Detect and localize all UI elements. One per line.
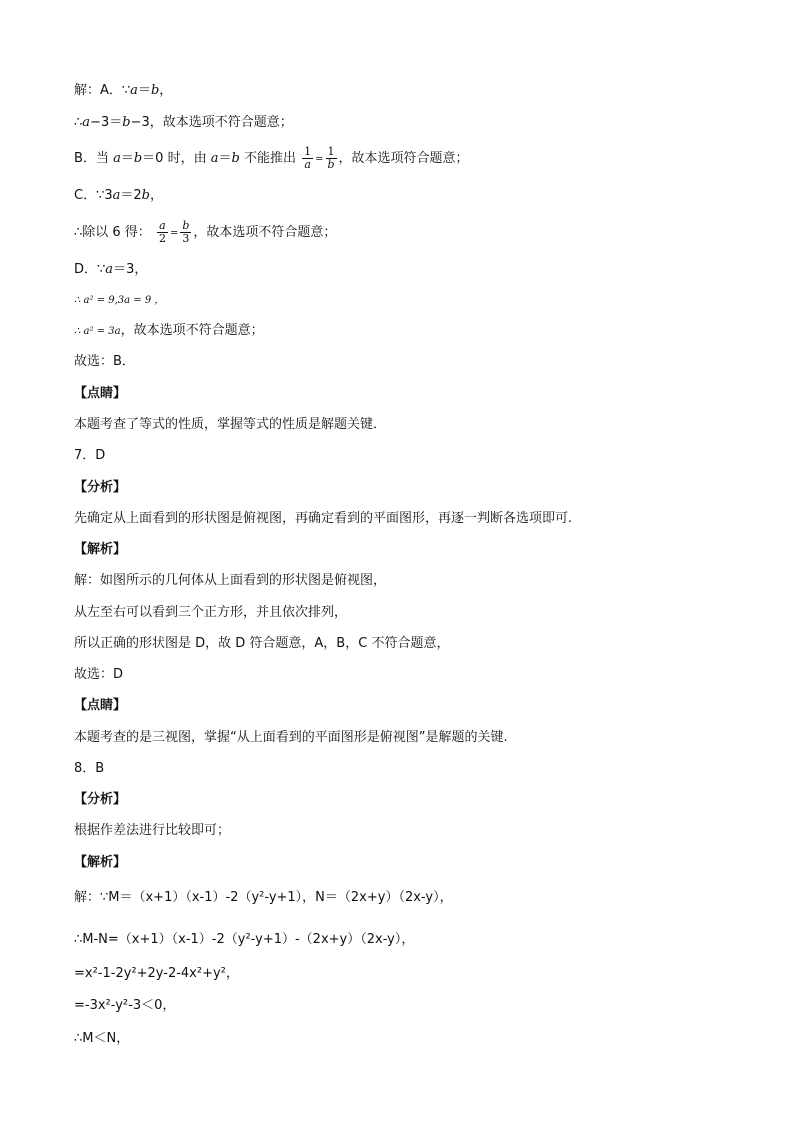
equation-line: ∴ a² = 3a，故本选项不符合题意； xyxy=(74,323,264,338)
text-line: 从左至右可以看到三个正方形，并且依次排列， xyxy=(74,605,348,620)
equation-line: =x²-1-2y²+2y-2-4x²+y²， xyxy=(74,966,239,981)
equation-line: ∴M-N=（x+1）（x-1）-2（y²-y+1）-（2x+y）（2x-y）， xyxy=(74,932,415,947)
text-line-with-fractions: ∴除以 6 得： $\frac{a}{2}$ = $\frac{b}{3}$ ，故本选项不符合题意； xyxy=(74,219,337,245)
text-line: 本题考查了等式的性质，掌握等式的性质是解题关键． xyxy=(74,417,387,432)
text-line: ∴a−3＝b−3，故本选项不符合题意； xyxy=(74,115,293,130)
text-line: 所以正确的形状图是 D，故 D 符合题意，A，B，C 不符合题意， xyxy=(74,636,450,651)
section-heading: 【分析】 xyxy=(74,792,127,807)
text-line: 故选：D xyxy=(74,667,124,682)
section-heading: 【点睛】 xyxy=(74,698,127,713)
text-line: 根据作差法进行比较即可； xyxy=(74,823,231,838)
text-line-with-fractions: B．当 a＝b＝0 时，由 a＝b 不能推出 $\frac{1}{a}$ = $\frac{1}{b}$ ，故本选项符合题意； xyxy=(74,145,469,171)
text-line: 解：A．∵a＝b， xyxy=(74,83,173,98)
text-line: 解：如图所示的几何体从上面看到的形状图是俯视图， xyxy=(74,573,387,588)
equation-line: 解：∵M＝（x+1）（x-1）-2（y²-y+1），N＝（2x+y）（2x-y）， xyxy=(74,890,453,905)
section-heading: 【分析】 xyxy=(74,480,127,495)
text-line: C．∵3a＝2b， xyxy=(74,188,164,203)
equation-line: ∴M＜N， xyxy=(74,1031,130,1046)
question-answer: 8．B xyxy=(74,761,105,776)
section-heading: 【解析】 xyxy=(74,855,127,870)
question-answer: 7．D xyxy=(74,448,106,463)
equation-line: ∴ a² = 9,3a = 9 ， xyxy=(74,295,165,306)
section-heading: 【解析】 xyxy=(74,542,127,557)
text-line: 本题考查的是三视图，掌握“从上面看到的平面图形是俯视图”是解题的关键. xyxy=(74,730,508,745)
fraction: $\frac{1}{a}$ xyxy=(304,145,312,171)
text-line: 故选：B． xyxy=(74,354,135,369)
text-line: 先确定从上面看到的形状图是俯视图，再确定看到的平面图形，再逐一判断各选项即可. xyxy=(74,511,573,526)
fraction: $\frac{b}{3}$ xyxy=(182,219,190,245)
text-line: D．∵a＝3， xyxy=(74,262,148,277)
equation-line: =-3x²-y²-3＜0， xyxy=(74,998,176,1013)
fraction: $\frac{a}{2}$ xyxy=(158,219,166,245)
section-heading: 【点睛】 xyxy=(74,386,127,401)
fraction: $\frac{1}{b}$ xyxy=(327,145,335,171)
